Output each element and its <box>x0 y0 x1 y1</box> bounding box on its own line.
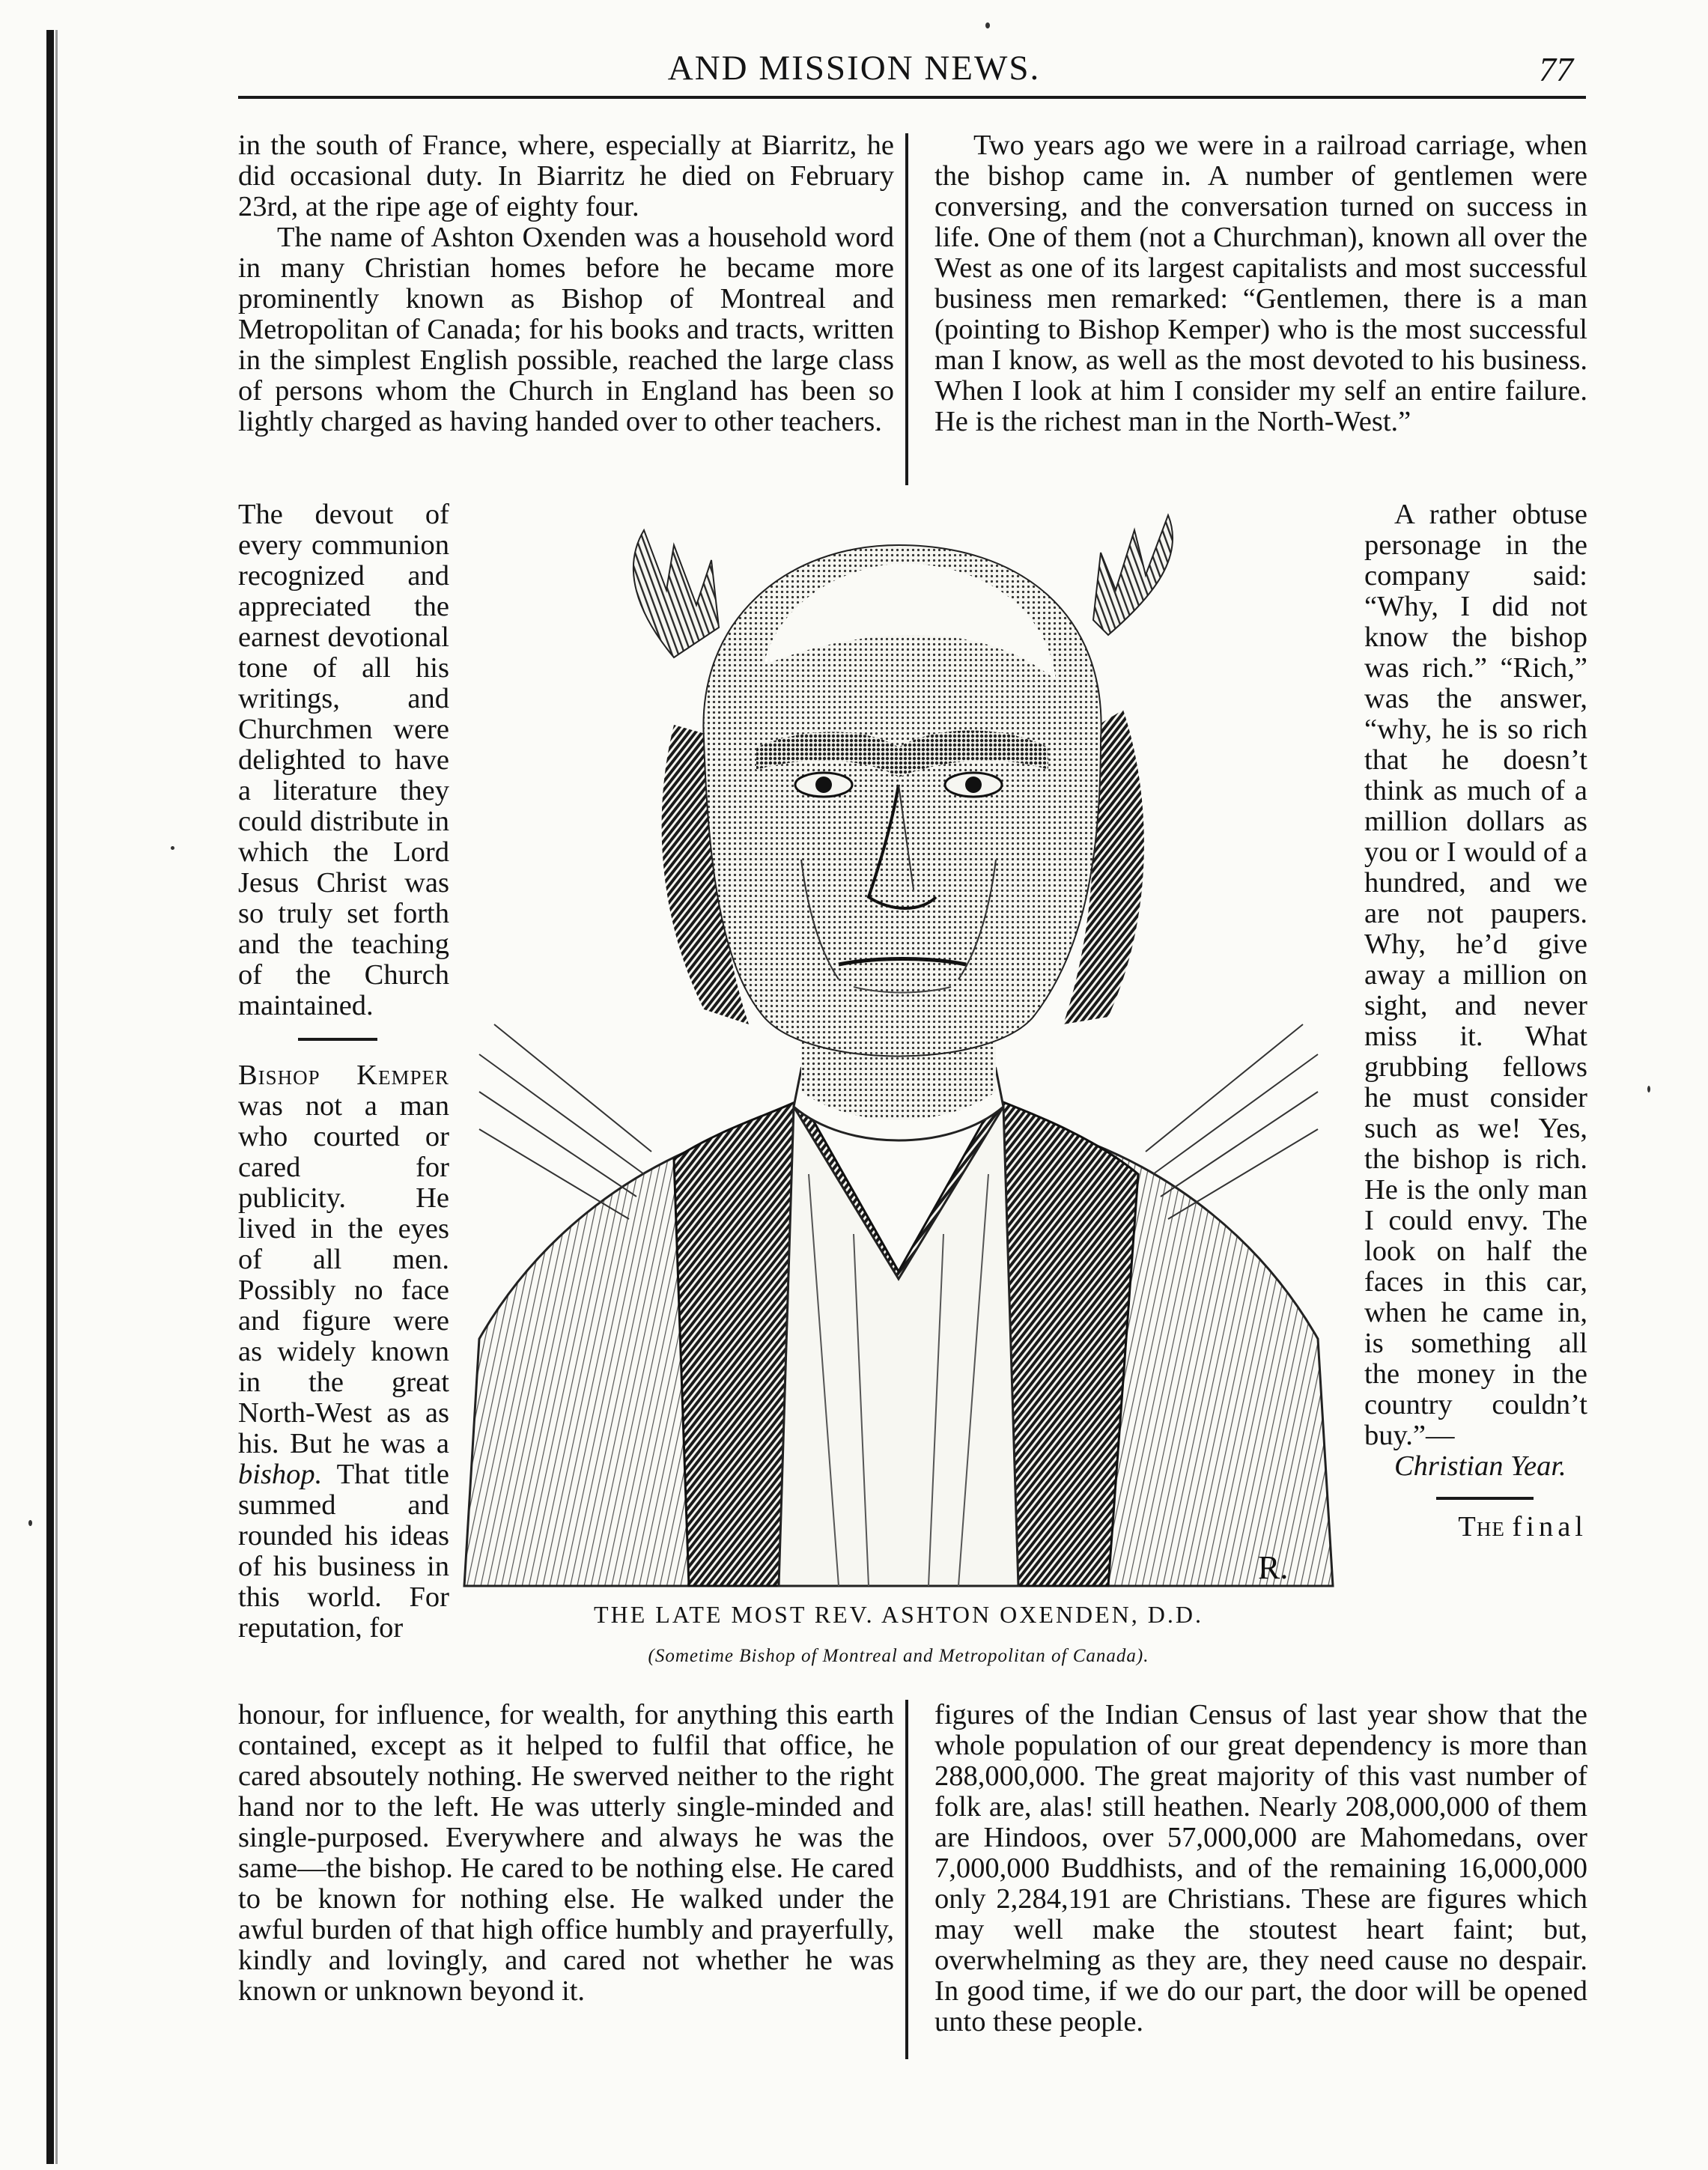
paragraph-biarritz: in the south of France, where, especially at Biarritz, he did occasional duty. In Biarritz he died on February 23rd, at the ripe age of eighty four. <box>238 130 894 222</box>
left-narrow-column <box>238 499 449 1644</box>
page-number: 77 <box>1539 50 1573 88</box>
engraver-monogram: R. <box>1258 1549 1289 1586</box>
ink-speck <box>171 846 174 850</box>
paragraph-honour: honour, for influence, for wealth, for anything this earth contained, except as it helped to fulfil that office, he cared absoutely nothing. He swerved neither to the right hand nor to the left. He was utterly single-minded and single-purposed. Everywhere and always he was the same—the bishop. He cared to be nothing else. He cared to be known for nothing else. He walked under the awful burden of that high office humbly and prayerfully, kindly and lovingly, and cared not whether he was known or unknown beyond it. <box>238 1699 894 2007</box>
paragraph-final-lead <box>1364 1512 1587 1543</box>
paragraph-census: figures of the Indian Census of last year show that the whole population of our great dependency is more than 288,000,000. The great majority of this vast number of folk are, alas! still heathen. Nearly 208,000,000 of them are Hindoos, over 57,000,000 are Mahomedans, over 7,000,000 Buddhists, and of the remaining 16,000,000 only 2,284,191 are Christians. These are figures which may well make the stoutest heart faint; but, overwhelming as they are, they need cause no despair. In good time, if we do our part, the door will be opened unto these people. <box>934 1699 1587 2037</box>
paragraph-railroad: Two years ago we were in a railroad carriage, when the bishop came in. A number of gentlemen were conversing, and the conversation turned on success in life. One of them (not a Churchman), known all over the West as one of its largest capitalists and most successful business men remarked: “Gentlemen, there is a man (pointing to Bishop Kemper) who is the most successful man I know, as well as the most devoted to his business. When I look at him I consider my self an entire failure. He is the richest man in the North-West.” <box>934 130 1587 437</box>
column-rule-top <box>905 133 908 485</box>
right-narrow-column <box>1364 499 1587 1543</box>
ink-speck <box>28 1520 32 1526</box>
kemper-lead: Bishop Kemper <box>238 1060 449 1091</box>
kemper-text-a: was not a man who courted or cared for publicity. He lived in the eyes of all men. Possibly no face and figure were as widely known in the great North-West as as his. But he was a <box>238 1090 449 1459</box>
paragraph-oxenden: The name of Ashton Oxenden was a household word in many Christian homes before he became more prominently known as Bishop of Montreal and Metropolitan of Canada; for his books and tracts, written in the simplest English possible, reached the large class of persons whom the Church in England has been so lightly charged as having handed over to other teachers. <box>238 222 894 437</box>
left-column-top <box>238 130 894 437</box>
portrait-subcaption: (Sometime Bishop of Montreal and Metropolitan of Canada). <box>648 1646 1149 1666</box>
ink-speck <box>1647 1086 1650 1092</box>
ink-speck <box>985 22 990 28</box>
right-column-bottom <box>934 1700 1587 2037</box>
header-rule <box>238 96 1586 99</box>
kemper-bishop: bishop. <box>238 1459 323 1490</box>
book-binding-edge <box>46 30 54 2164</box>
final-word: final <box>1512 1511 1587 1543</box>
final-lead: The <box>1458 1511 1505 1543</box>
paragraph-devout: The devout of every communion recognized and appreciated the earnest devotional tone of all his writings, and Churchmen were delighted to have a literature they could distribute in which the Lord Jesus Christ was so truly set forth and the teaching of the Church maintained. <box>238 499 449 1021</box>
bishop-portrait-engraving <box>449 500 1348 1593</box>
running-header: AND MISSION NEWS. <box>667 49 1041 88</box>
right-column-top <box>934 130 1587 437</box>
portrait-caption: THE LATE MOST REV. ASHTON OXENDEN, D.D. <box>594 1601 1203 1628</box>
section-rule <box>1436 1497 1534 1500</box>
paragraph-obtuse <box>1364 499 1587 1482</box>
column-rule-bottom <box>905 1700 908 2059</box>
obtuse-text: A rather obtuse personage in the company said: “Why, I did not know the bishop was rich.” “Rich,” was the answer, “why, he is so rich that he doesn’t think as much of a million dollars as you or I would of a hundred, and we are not paupers. Why, he’d give away a million on sight, and never miss it. What grubbing fellows he must consider such as we! Yes, the bishop is rich. He is the only man I could envy. The look on half the faces in this car, when he came in, is something all the money in the country couldn’t buy.”— <box>1364 499 1587 1451</box>
source-christian-year: Christian Year. <box>1394 1450 1566 1482</box>
left-column-bottom <box>238 1700 894 2007</box>
binding-shadow <box>55 30 58 2164</box>
kemper-text-b: That title summed and rounded his ideas of his business in this world. For reputation, for <box>238 1459 449 1644</box>
section-rule <box>298 1038 377 1041</box>
paragraph-kemper <box>238 1060 449 1644</box>
